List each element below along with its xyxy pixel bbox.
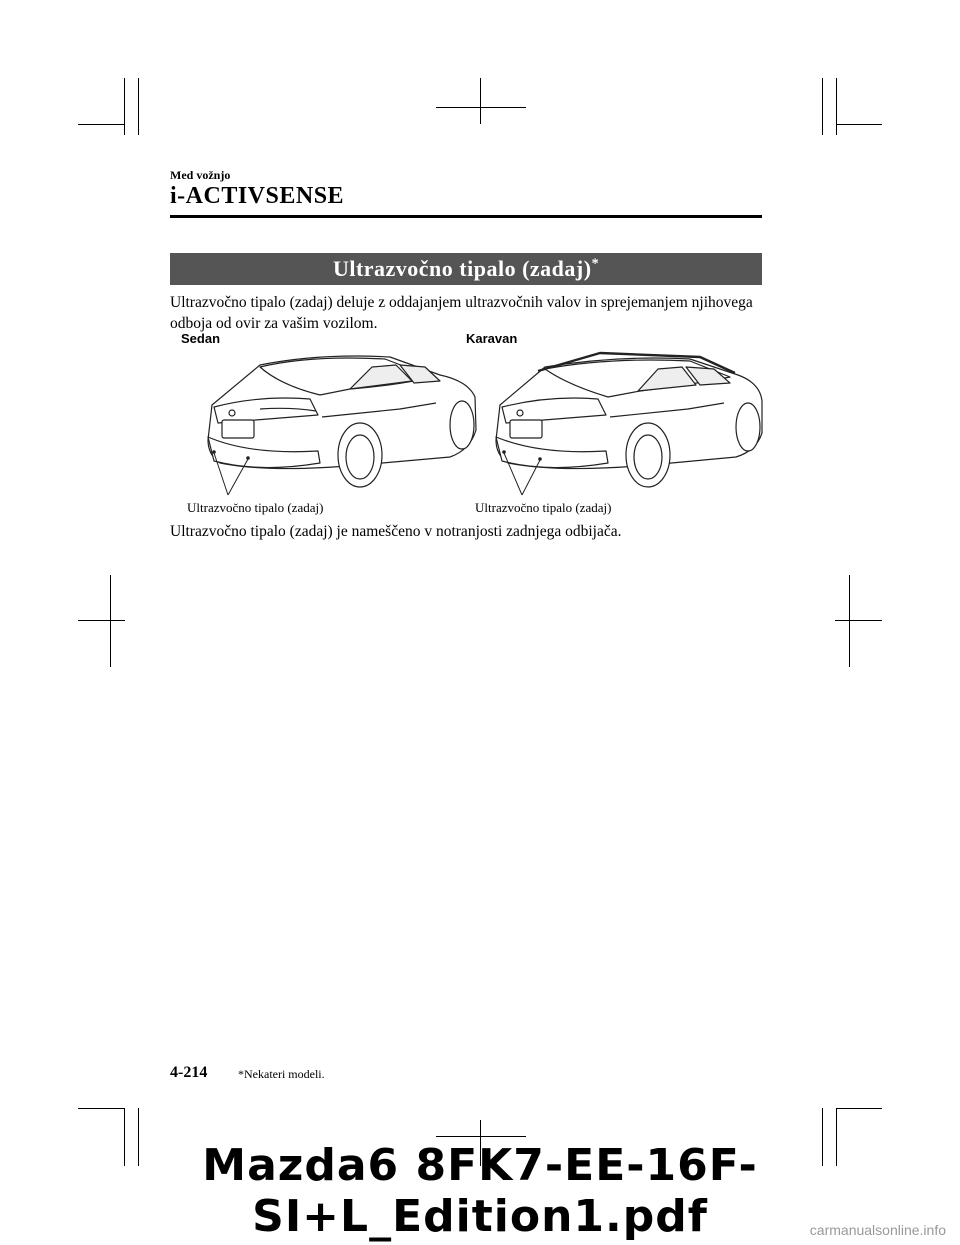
crop-mark bbox=[78, 1108, 125, 1109]
wagon-illustration bbox=[490, 345, 765, 505]
crop-mark bbox=[436, 107, 526, 108]
sedan-sensor-caption: Ultrazvočno tipalo (zadaj) bbox=[187, 500, 324, 515]
crop-mark bbox=[836, 124, 882, 125]
document-filename-watermark: Mazda6 8FK7-EE-16F-SI+L_Edition1.pdf bbox=[202, 1140, 758, 1242]
crop-mark bbox=[849, 575, 850, 667]
crop-mark bbox=[436, 1136, 526, 1137]
section-title: Ultrazvočno tipalo (zadaj) bbox=[332, 256, 592, 281]
crop-mark bbox=[138, 78, 139, 135]
site-watermark: carmanualsonline.info bbox=[809, 1222, 946, 1238]
wagon-label: Karavan bbox=[466, 331, 518, 346]
section-header: Med vožnjo bbox=[170, 168, 231, 182]
chapter-rule bbox=[170, 215, 762, 218]
crop-mark bbox=[480, 78, 481, 124]
sedan-label: Sedan bbox=[181, 331, 221, 346]
crop-mark bbox=[822, 78, 823, 135]
crop-mark bbox=[836, 78, 837, 135]
section-title-bar bbox=[170, 253, 762, 285]
crop-mark bbox=[124, 78, 125, 135]
intro-paragraph: Ultrazvočno tipalo (zadaj) deluje z oddajanjem ultrazvočnih valov in sprejemanjem njihovega odboja od ovir za vašim vozilom. bbox=[170, 294, 753, 332]
crop-mark bbox=[110, 575, 111, 667]
crop-mark bbox=[78, 124, 125, 125]
crop-mark bbox=[835, 620, 882, 621]
footnote-marker: * bbox=[591, 256, 600, 272]
location-paragraph: Ultrazvočno tipalo (zadaj) je nameščeno v notranjosti zadnjega odbijača. bbox=[170, 523, 622, 540]
footnote: *Nekateri modeli. bbox=[238, 1067, 325, 1081]
page-number: 4-214 bbox=[170, 1064, 208, 1081]
sedan-illustration bbox=[200, 345, 480, 505]
chapter-title: i-ACTIVSENSE bbox=[170, 183, 345, 209]
crop-mark bbox=[78, 620, 125, 621]
crop-mark bbox=[836, 1108, 882, 1109]
wagon-sensor-caption: Ultrazvočno tipalo (zadaj) bbox=[475, 500, 612, 515]
